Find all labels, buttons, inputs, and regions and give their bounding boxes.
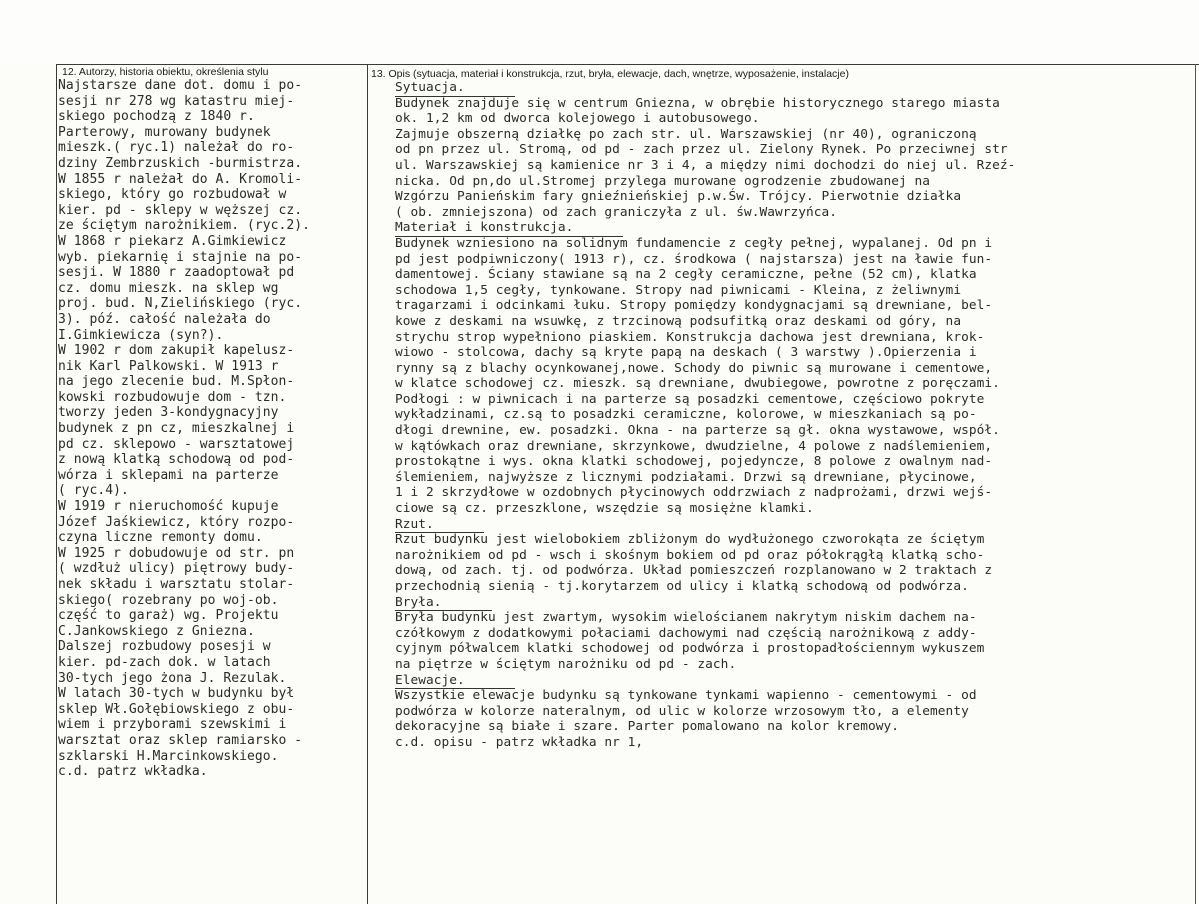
section-heading bbox=[395, 673, 1015, 689]
section-heading bbox=[395, 595, 1015, 611]
history-line: skiego, który go rozbudował w bbox=[58, 187, 287, 203]
history-line: wórza i sklepami na parterze bbox=[58, 467, 279, 483]
history-line: wyb. piekarnię i stajnie na po- bbox=[58, 249, 303, 265]
section-heading-text: Materiał i konstrukcja. bbox=[395, 220, 623, 237]
description-line: c.d. opisu - patrz wkładka nr 1, bbox=[395, 734, 644, 750]
history-line: sesji. W 1880 r zaadoptował pd bbox=[58, 265, 295, 281]
section-heading-text: Rzut. bbox=[395, 517, 484, 534]
section-heading bbox=[395, 220, 1015, 236]
history-line: W latach 30-tych w budynku był bbox=[58, 686, 295, 702]
description-line: ( ob. zmniejszona) od zach graniczyła z ul. św.Wawrzyńca. bbox=[395, 204, 837, 220]
history-line: mieszk.( ryc.1) należał do ro- bbox=[58, 140, 295, 156]
section-heading bbox=[395, 517, 1015, 533]
description-line: prostokątne i wys. okna klatki schodowej, pojedyncze, 8 polowe z owalnym nad- bbox=[395, 454, 993, 470]
description-line: ciowe są cz. przeszklone, wszędzie są mosiężne klamki. bbox=[395, 501, 814, 517]
history-line: cz. domu mieszk. na sklep wg bbox=[58, 280, 279, 296]
history-line: ze ściętym narożnikiem. (ryc.2). bbox=[58, 218, 311, 234]
description-line: nicka. Od pn,do ul.Stromej przylega murowane ogrodzenie zbudowanej na bbox=[395, 173, 931, 189]
description-line: ślemieniem, najwyższe z licznymi podziałami. Drzwi są drewniane, płycinowe, bbox=[395, 469, 977, 485]
history-line: dziny Zembrzuskich -burmistrza. bbox=[58, 155, 303, 171]
column-12-header: 12. Autorzy, historia obiektu, określenia stylu bbox=[62, 66, 269, 78]
description-line: dową, od zach. tj. od podwórza. Układ pomieszczeń rozplanowano w 2 traktach z bbox=[395, 563, 993, 579]
history-line: pd cz. sklepowo - warsztatowej bbox=[58, 436, 295, 452]
history-line: ( ryc.4). bbox=[58, 483, 129, 499]
description-line: 1 i 2 skrzydłowe w ozdobnych płycinowych oddrzwiach z nadprożami, drzwi wejś- bbox=[395, 485, 993, 501]
description-line: dekoracyjne są białe i szare. Parter pomalowano na kolor kremowy. bbox=[395, 719, 900, 735]
history-line: na jego zlecenie bud. M.Spłon- bbox=[58, 374, 295, 390]
history-line: ( wzdłuż ulicy) piętrowy budy- bbox=[58, 561, 295, 577]
history-line: tworzy jeden 3-kondygnacyjny bbox=[58, 405, 279, 421]
history-line: Dalszej rozbudowy posesji w bbox=[58, 639, 271, 655]
description-line: rynny są z blachy ocynkowanej,nowe. Schody do piwnic są murowane i cementowe, bbox=[395, 360, 993, 376]
description-line: kowe z deskami na wsuwkę, z trzcinową podsufitką oraz deskami od góry, na bbox=[395, 313, 962, 329]
description-line: Budynek znajduje się w centrum Gniezna, w obrębie historycznego starego miasta bbox=[395, 95, 1000, 111]
description-line: wykładzinami, cz.są to posadzki ceramiczne, kolorowe, w mieszkaniach są po- bbox=[395, 407, 977, 423]
description-line: strychu strop wypełniono piaskiem. Konstrukcja dachowa jest drewniana, krok- bbox=[395, 329, 985, 345]
section-heading-text: Elewacje. bbox=[395, 673, 515, 690]
description-line: Bryła budynku jest zwartym, wysokim wielościanem nakrytym niskim dachem na- bbox=[395, 610, 977, 626]
description-line: Wszystkie elewacje budynku są tynkowane tynkami wapienno - cementowymi - od bbox=[395, 688, 977, 704]
description-line: przechodnią sienią - tj.korytarzem od ulicy i klatką schodową od podwórza. bbox=[395, 579, 969, 594]
description-line: dłogi drewnine, ew. posadzki. Okna - na parterze są gł. okna wystawowe, współ. bbox=[395, 423, 1000, 439]
description-line: w klatce schodowej cz. mieszk. są drewniane, dwubiegowe, powrotne z poręczami. bbox=[395, 376, 1000, 392]
history-line: Parterowy, murowany budynek bbox=[58, 124, 271, 140]
history-column bbox=[58, 78, 310, 780]
description-line: wiowo - stolcowa, dachy są kryte papą na deskach ( 3 warstwy ).Opierzenia i bbox=[395, 345, 977, 361]
history-line: nik Karl Palkowski. W 1913 r bbox=[58, 358, 279, 374]
top-margin bbox=[0, 0, 1199, 64]
history-line: skiego( rozebrany po woj-ob. bbox=[58, 592, 279, 608]
description-line: ok. 1,2 km od dworca kolejowego i autobusowego. bbox=[395, 111, 760, 127]
history-line: skiego pochodzą z 1840 r. bbox=[58, 109, 255, 125]
description-line: ul. Warszawskiej są kamienice nr 3 i 4, a między nimi dochodzi do niej ul. Rzeź- bbox=[395, 157, 1016, 173]
description-line: tragarzami i odcinkami łuku. Stropy pomiędzy kondygnacjami są drewniane, bel- bbox=[395, 298, 993, 314]
history-line: nek składu i warsztatu stolar- bbox=[58, 577, 295, 592]
history-line: W 1919 r nieruchomość kupuje bbox=[58, 499, 279, 515]
description-line: Rzut budynku jest wielobokiem zbliżonym do wydłużonego czworokąta ze ściętym bbox=[395, 532, 985, 548]
description-line: w kątówkach oraz drewniane, skrzynkowe, dwudzielne, 4 polowe z nadślemieniem, bbox=[395, 438, 993, 454]
history-line: szklarski H.Marcinkowskiego. bbox=[58, 748, 279, 764]
history-line: kowski rozbudowuje dom - tzn. bbox=[58, 389, 287, 405]
history-line: 30-tych jego żona J. Rezulak. bbox=[58, 670, 287, 686]
history-line: kier. pd-zach dok. w latach bbox=[58, 654, 271, 670]
history-line: c.d. patrz wkładka. bbox=[58, 764, 208, 780]
history-line: część to garaż) wg. Projektu bbox=[58, 608, 279, 624]
right-rule bbox=[1195, 64, 1196, 904]
description-line: damentowej. Ściany stawiane są na 2 cegły ceramiczne, pełne (52 cm), klatka bbox=[395, 267, 977, 283]
section-heading-text: Bryła. bbox=[395, 595, 492, 612]
history-line: kier. pd - sklepy w węższej cz. bbox=[58, 202, 303, 218]
section-heading-text: Sytuacja. bbox=[395, 80, 515, 97]
description-line: Zajmuje obszerną działkę po zach str. ul. Warszawskiej (nr 40), ograniczoną bbox=[395, 126, 977, 142]
description-line: Podłogi : w piwnicach i na parterze są posadzki cementowe, częściowo pokryte bbox=[395, 391, 985, 407]
description-line: na piętrze w ściętym narożniku od pd - zach. bbox=[395, 656, 737, 672]
section-heading bbox=[395, 80, 1015, 96]
description-line: cyjnym półwalcem klatki schodowej od podwórza i prostopadłościennym wykuszem bbox=[395, 641, 985, 657]
history-line: W 1855 r należał do A. Kromoli- bbox=[58, 171, 303, 187]
column-divider bbox=[367, 64, 368, 904]
history-line: W 1868 r piekarz A.Gimkiewicz bbox=[58, 233, 287, 249]
description-line: od pn przez ul. Stromą, od pd - zach przez ul. Zielony Rynek. Po przeciwnej str bbox=[395, 142, 1008, 158]
left-rule bbox=[56, 64, 57, 904]
history-line: I.Gimkiewicza (syn?). bbox=[58, 327, 224, 343]
history-line: z nową klatką schodową od pod- bbox=[58, 452, 295, 468]
column-13-header: 13. Opis (sytuacja, materiał i konstrukcja, rzut, bryła, elewacje, dach, wnętrze, wyposażenie, instalacje) bbox=[371, 68, 849, 80]
history-line: proj. bud. N,Zielińskiego (ryc. bbox=[58, 296, 303, 312]
history-line: warsztat oraz sklep ramiarsko - bbox=[58, 732, 303, 748]
history-line: Najstarsze dane dot. domu i po- bbox=[58, 78, 303, 93]
top-rule bbox=[56, 64, 1199, 65]
description-line: pd jest podpiwniczony( 1913 r), cz. środkowa ( najstarsza) jest na ławie fun- bbox=[395, 251, 993, 267]
history-line: 3). póź. całość należała do bbox=[58, 311, 271, 327]
history-line: W 1902 r dom zakupił kapelusz- bbox=[58, 343, 295, 359]
description-line: podwórza w kolorze nateralnym, od ulic w kolorze wrzosowym tło, a elementy bbox=[395, 703, 969, 719]
history-line: C.Jankowskiego z Gniezna. bbox=[58, 623, 255, 639]
history-line: sesji nr 278 wg katastru miej- bbox=[58, 93, 295, 109]
history-line: W 1925 r dobudowuje od str. pn bbox=[58, 545, 295, 561]
history-line: wiem i przyborami szewskimi i bbox=[58, 717, 287, 733]
history-line: sklep Wł.Gołębiowskiego z obu- bbox=[58, 701, 295, 717]
description-line: Wzgórzu Panieńskim fary gnieźnieńskiej p.w.Św. Trójcy. Pierwotnie działka bbox=[395, 189, 962, 205]
history-line: Józef Jaśkiewicz, który rozpo- bbox=[58, 514, 295, 530]
description-line: schodowa 1,5 cegły, tynkowane. Stropy nad piwnicami - Kleina, z żeliwnymi bbox=[395, 282, 962, 298]
description-column bbox=[395, 80, 1015, 751]
description-line: czółkowym z dodatkowymi połaciami dachowymi nad częścią narożnikową z addy- bbox=[395, 625, 977, 641]
history-line: budynek z pn cz, mieszkalnej i bbox=[58, 421, 295, 437]
description-line: narożnikiem od pd - wsch i skośnym bokiem od pd oraz półokrągłą klatką scho- bbox=[395, 547, 985, 563]
description-line: Budynek wzniesiono na solidnym fundamencie z cegły pełnej, wypalanej. Od pn i bbox=[395, 235, 993, 251]
history-line: czyna liczne remonty domu. bbox=[58, 530, 263, 546]
